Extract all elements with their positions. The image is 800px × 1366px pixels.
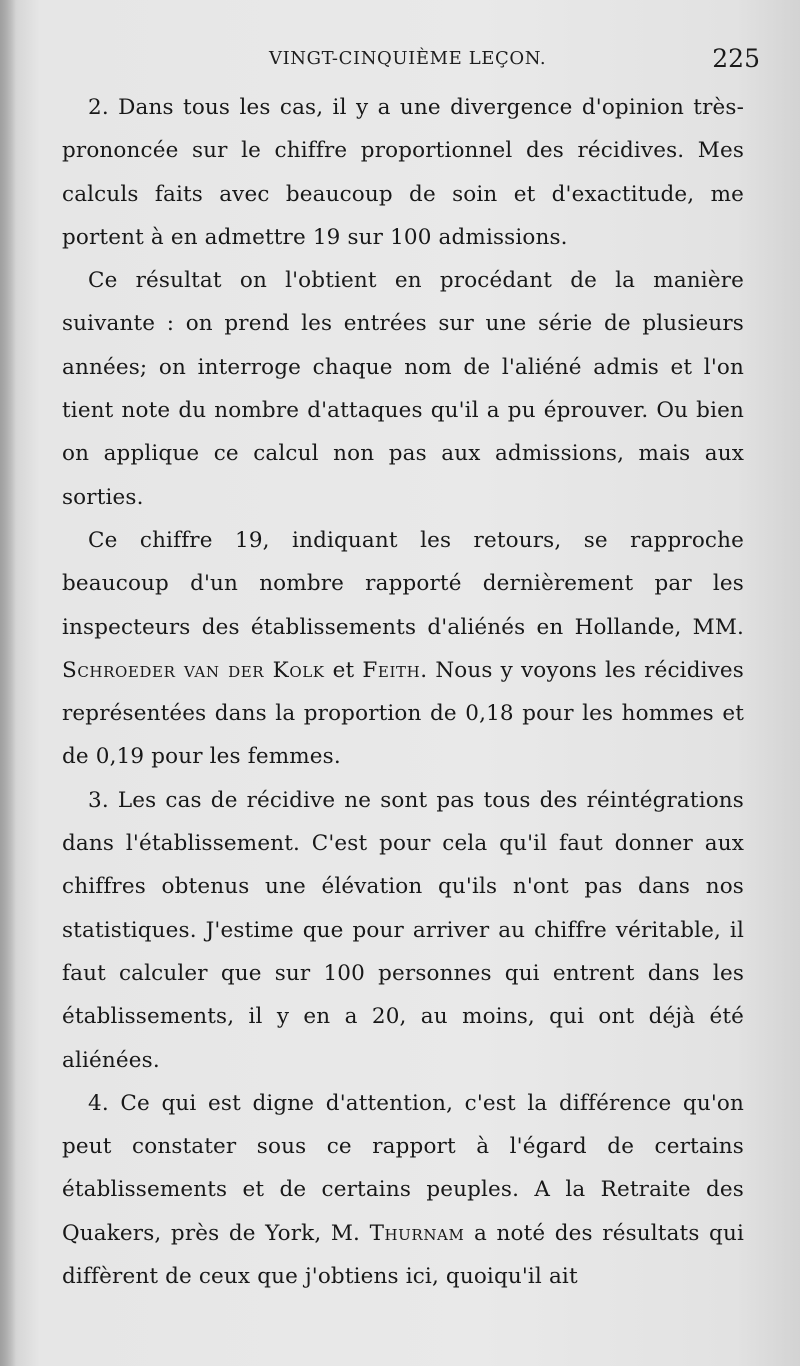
paragraph-3-text-a: Ce chiffre 19, indiquant les retours, se rapproche beaucoup d'un nombre rapporté dernièrement par les inspecteurs des établissements d'aliénés en Hollande, MM. xyxy=(62,527,744,640)
paragraph-5 xyxy=(62,1082,744,1298)
running-title: VINGT-CINQUIÈME LEÇON. xyxy=(269,48,547,69)
paragraph-5-text-b: a noté des résultats qui diffèrent de ceux que j'obtiens ici, quoiqu'il ait xyxy=(62,1220,744,1290)
paragraph-2: Ce résultat on l'obtient en procédant de la manière suivante : on prend les entrées sur une série de plusieurs années; on interroge chaque nom de l'aliéné admis et l'on tient note du nombre d'attaques qu'il a pu éprouver. Ou bien on applique ce calcul non pas aux admissions, mais aux sorties. xyxy=(62,268,744,510)
paragraph-4: 3. Les cas de récidive ne sont pas tous des réintégrations dans l'établissement. C'est pour cela qu'il faut donner aux chiffres obtenus une élévation qu'ils n'ont pas dans nos statistiques. J'estime que pour arriver au chiffre véritable, il faut calculer que sur 100 personnes qui entrent dans les établissements, il y en a 20, au moins, qui ont déjà été aliénées. xyxy=(62,787,744,1073)
page-number: 225 xyxy=(712,44,760,73)
gutter-shadow xyxy=(0,0,16,1366)
paragraph-3 xyxy=(62,519,744,779)
running-head xyxy=(0,46,800,76)
paragraph-3-text-b: et xyxy=(324,657,363,683)
author-name-thurnam: Thurnam xyxy=(369,1220,465,1246)
paragraph-3-text-c: . Nous y voyons les récidives représentées dans la proportion de 0,18 pour les hommes et de 0,19 pour les femmes. xyxy=(62,657,744,770)
author-name-schroeder: Schroeder van der Kolk xyxy=(62,657,325,683)
paragraph-1: 2. Dans tous les cas, il y a une divergence d'opinion très-prononcée sur le chiffre proportionnel des récidives. Mes calculs faits avec beaucoup de soin et d'exactitude, me portent à en admettre 19 sur 100 admissions. xyxy=(62,95,744,250)
author-name-feith: Feith xyxy=(362,657,421,683)
paragraph-5-text-a: 4. Ce qui est digne d'attention, c'est la différence qu'on peut constater sous ce rapport à l'égard de certains établissements et de certains peuples. A la Retraite des Quakers, près de York, M. xyxy=(62,1090,744,1246)
body-text xyxy=(62,86,744,1298)
